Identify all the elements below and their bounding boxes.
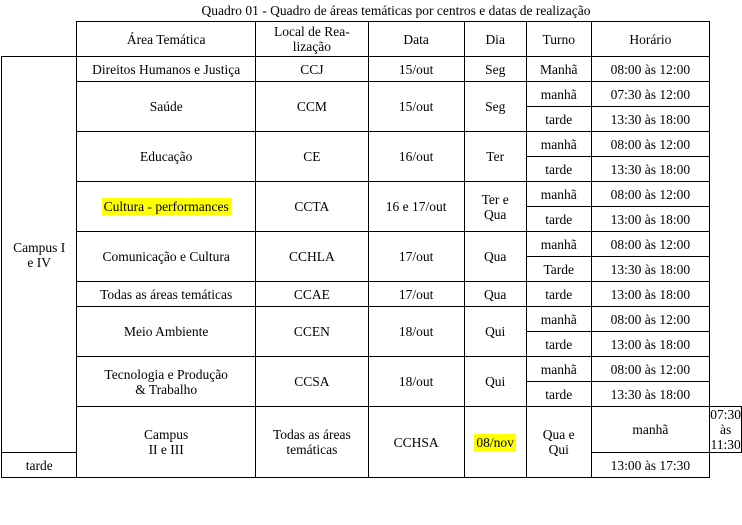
cell-area: Comunicação e Cultura xyxy=(77,232,256,282)
cell-turno: tarde xyxy=(526,382,591,407)
cell-dia-line1: Ter e xyxy=(481,191,509,207)
cell-turno: tarde xyxy=(526,282,591,307)
cell-turno: manhã xyxy=(526,357,591,382)
cell-dia: Qua xyxy=(464,232,526,282)
cell-horario: 08:00 às 12:00 xyxy=(591,57,710,82)
cell-turno: tarde xyxy=(526,157,591,182)
header-campus xyxy=(2,22,77,57)
header-local-line2: lização xyxy=(292,39,331,54)
cell-local: CCHLA xyxy=(255,232,368,282)
cell-turno: Tarde xyxy=(526,257,591,282)
cell-dia: Seg xyxy=(464,57,526,82)
campus-group-2-line2: II e III xyxy=(148,442,184,457)
cell-dia-line2: Qua xyxy=(483,206,507,222)
cell-horario: 13:30 às 18:00 xyxy=(591,107,710,132)
cell-horario: 13:00 às 18:00 xyxy=(591,282,710,307)
header-local-line1: Local de Rea- xyxy=(273,24,350,39)
header-area-tematica: Área Temática xyxy=(77,22,256,57)
cell-local: CCJ xyxy=(255,57,368,82)
header-local-realizacao xyxy=(255,22,368,57)
cell-turno: tarde xyxy=(2,453,77,478)
cell-area-line2: & Trabalho xyxy=(135,381,198,397)
cell-data: 15/out xyxy=(368,82,464,132)
cell-horario: 07:30 às 12:00 xyxy=(591,82,710,107)
campus-group-1-line2: e IV xyxy=(27,254,52,270)
header-data: Data xyxy=(368,22,464,57)
cell-data: 18/out xyxy=(368,357,464,407)
cell-turno: manhã xyxy=(591,407,710,453)
cell-data: 15/out xyxy=(368,57,464,82)
cell-horario: 13:30 às 18:00 xyxy=(591,257,710,282)
cell-dia-line1: Qua e xyxy=(542,427,575,442)
cell-data: 18/out xyxy=(368,307,464,357)
table-row xyxy=(2,182,742,207)
cell-horario: 08:00 às 12:00 xyxy=(591,232,710,257)
cell-local: CCHSA xyxy=(368,407,464,478)
campus-group-1-line1: Campus I xyxy=(13,239,66,255)
cell-data xyxy=(464,407,526,478)
cell-turno: tarde xyxy=(526,207,591,232)
cell-dia xyxy=(526,407,591,478)
schedule-table xyxy=(1,21,742,478)
cell-area: Educação xyxy=(77,132,256,182)
table-row xyxy=(2,132,742,157)
cell-area xyxy=(77,182,256,232)
cell-area xyxy=(77,357,256,407)
cell-local: CCSA xyxy=(255,357,368,407)
cell-area: Todas as áreas temáticas xyxy=(77,282,256,307)
cell-dia xyxy=(464,182,526,232)
header-turno: Turno xyxy=(526,22,591,57)
table-row xyxy=(2,407,742,453)
highlighted-area-text: Cultura - performances xyxy=(103,199,229,214)
campus-group-2 xyxy=(77,407,256,478)
cell-local: CCTA xyxy=(255,182,368,232)
cell-horario: 07:30 às 11:30 xyxy=(710,407,741,452)
cell-horario: 13:30 às 18:00 xyxy=(591,157,710,182)
cell-area: Saúde xyxy=(77,82,256,132)
cell-turno: manhã xyxy=(526,82,591,107)
cell-dia-line2: Qui xyxy=(548,442,569,457)
table-row xyxy=(2,232,742,257)
campus-group-1 xyxy=(2,57,77,453)
cell-dia: Seg xyxy=(464,82,526,132)
cell-turno: manhã xyxy=(526,307,591,332)
cell-local: CCEN xyxy=(255,307,368,357)
table-row xyxy=(2,307,742,332)
cell-data: 17/out xyxy=(368,282,464,307)
cell-area-line1: Tecnologia e Produção xyxy=(104,366,228,382)
highlighted-data-text: 08/nov xyxy=(476,434,514,450)
cell-data: 16 e 17/out xyxy=(368,182,464,232)
cell-local: CCAE xyxy=(255,282,368,307)
cell-turno: manhã xyxy=(526,132,591,157)
cell-horario: 13:00 às 17:30 xyxy=(591,453,710,478)
cell-dia: Qua xyxy=(464,282,526,307)
cell-horario: 13:00 às 18:00 xyxy=(591,207,710,232)
cell-dia: Qui xyxy=(464,357,526,407)
cell-local: CCM xyxy=(255,82,368,132)
table-header-row xyxy=(2,22,742,57)
cell-area: Meio Ambiente xyxy=(77,307,256,357)
cell-data: 16/out xyxy=(368,132,464,182)
cell-dia: Ter xyxy=(464,132,526,182)
table-row xyxy=(2,282,742,307)
cell-horario: 08:00 às 12:00 xyxy=(591,357,710,382)
cell-turno: manhã xyxy=(526,182,591,207)
cell-horario: 08:00 às 12:00 xyxy=(591,307,710,332)
cell-area: Direitos Humanos e Justiça xyxy=(77,57,256,82)
header-horario: Horário xyxy=(591,22,710,57)
cell-turno: tarde xyxy=(526,332,591,357)
cell-horario: 13:00 às 18:00 xyxy=(591,332,710,357)
cell-turno: Manhã xyxy=(526,57,591,82)
table-row xyxy=(2,82,742,107)
table-row xyxy=(2,57,742,82)
table-row xyxy=(2,357,742,382)
cell-turno: tarde xyxy=(526,107,591,132)
table-caption: Quadro 01 - Quadro de áreas temáticas por centros e datas de realização xyxy=(201,3,591,18)
cell-horario: 13:30 às 18:00 xyxy=(591,382,710,407)
cell-area: Todas as áreas temáticas xyxy=(255,407,368,478)
cell-data: 17/out xyxy=(368,232,464,282)
cell-dia: Qui xyxy=(464,307,526,357)
cell-horario: 08:00 às 12:00 xyxy=(591,132,710,157)
cell-horario: 08:00 às 12:00 xyxy=(591,182,710,207)
campus-group-2-line1: Campus xyxy=(144,427,189,442)
header-dia: Dia xyxy=(464,22,526,57)
cell-turno: manhã xyxy=(526,232,591,257)
cell-local: CE xyxy=(255,132,368,182)
